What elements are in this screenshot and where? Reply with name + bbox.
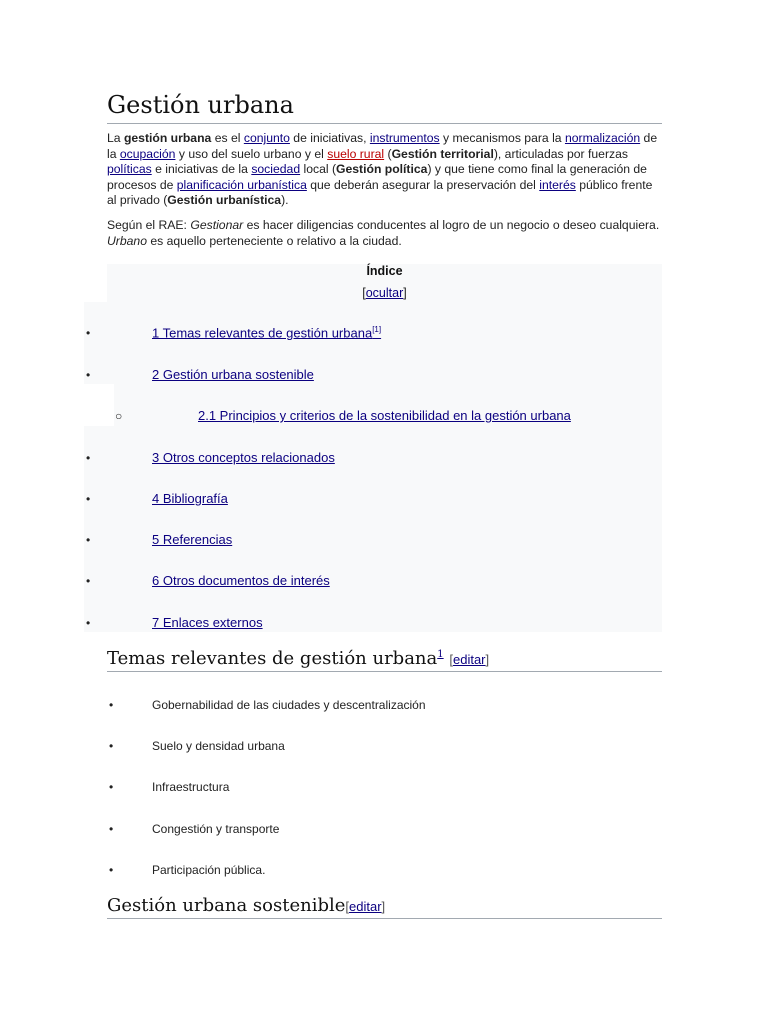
title-underline <box>107 123 662 124</box>
intro-text: de iniciativas, <box>289 131 370 145</box>
section-underline <box>107 918 662 919</box>
intro-text: es el <box>211 131 244 145</box>
toc-indent-gap <box>84 384 114 426</box>
intro-text: local ( <box>300 162 337 177</box>
intro-text: ). <box>281 193 289 208</box>
section-heading-text: Gestión urbana sostenible <box>107 895 346 916</box>
list-item: Infraestructura <box>152 780 230 794</box>
rae-text: Según el RAE: <box>107 218 191 232</box>
bracket-open: [ <box>362 286 366 300</box>
bracket-open: [ <box>449 652 453 667</box>
list-bullet: • <box>109 780 114 794</box>
intro-text: ), articuladas por fuerzas <box>493 146 628 161</box>
section-heading-temas <box>107 648 489 669</box>
intro-bold-term: Gestión política <box>336 162 428 177</box>
intro-text: que deberán asegurar la preservación del <box>306 177 540 192</box>
edit-section-sostenible <box>345 899 385 914</box>
toc-bullet: • <box>86 492 91 506</box>
toc-item-footnote: [1] <box>372 325 382 334</box>
list-bullet: • <box>109 698 114 712</box>
intro-text: La <box>107 131 124 145</box>
toc-bullet: • <box>86 451 91 465</box>
link-ocupacion[interactable]: ocupación <box>119 146 176 161</box>
rae-paragraph <box>107 218 662 249</box>
toc-item-2[interactable]: 2 Gestión urbana sostenible <box>152 367 314 382</box>
rae-term: Gestionar <box>190 218 244 232</box>
list-item: Congestión y transporte <box>152 822 280 836</box>
intro-paragraph <box>107 131 662 209</box>
toc-bullet: • <box>86 326 91 340</box>
list-item: Participación pública. <box>152 863 266 877</box>
toc-bullet: • <box>86 574 91 588</box>
section-heading-sostenible <box>107 895 385 916</box>
intro-bold-term: gestión urbana <box>123 131 212 145</box>
intro-text: público frente al privado ( <box>107 177 653 208</box>
bracket-close: ] <box>403 286 407 300</box>
intro-bold-term: Gestión territorial <box>391 146 494 161</box>
toc-item-1[interactable] <box>152 325 381 340</box>
bracket-close: ] <box>485 652 490 667</box>
section-underline <box>107 671 662 672</box>
link-suelo-rural[interactable]: suelo rural <box>327 146 385 161</box>
rae-text: es aquello perteneciente o relativo a la ciudad. <box>146 233 402 248</box>
list-item: Gobernabilidad de las ciudades y descentralización <box>152 698 426 712</box>
intro-text: e iniciativas de la <box>151 162 252 177</box>
footnote-link[interactable]: 1 <box>437 649 444 660</box>
toc-hide-toggle <box>107 286 662 300</box>
link-interes[interactable]: interés <box>539 177 576 192</box>
intro-text: ( <box>384 146 392 161</box>
toc-title: Índice <box>366 264 403 278</box>
list-item: Suelo y densidad urbana <box>152 739 285 753</box>
intro-text: ) y que tiene como final la generación de procesos de <box>107 162 647 192</box>
toc-subbullet: ○ <box>115 409 123 423</box>
list-bullet: • <box>109 863 114 877</box>
section-heading-text: Temas relevantes de gestión urbana <box>107 648 438 669</box>
link-politicas[interactable]: políticas <box>107 162 152 177</box>
rae-text: es hacer diligencias conducentes al logro de un negocio o deseo cualquiera. <box>243 218 660 232</box>
link-instrumentos[interactable]: instrumentos <box>369 131 440 145</box>
toc-item-5[interactable]: 5 Referencias <box>152 532 233 547</box>
toc-hide-link[interactable]: ocultar <box>365 286 404 300</box>
bracket-close: ] <box>381 899 386 914</box>
link-planificacion-urbanistica[interactable]: planificación urbanística <box>176 177 307 192</box>
edit-section-temas <box>449 652 489 667</box>
toc-item-3[interactable]: 3 Otros conceptos relacionados <box>152 450 335 465</box>
list-bullet: • <box>109 822 114 836</box>
toc-bullet: • <box>86 368 91 382</box>
link-conjunto[interactable]: conjunto <box>243 131 290 145</box>
intro-bold-term: Gestión urbanística <box>167 193 282 208</box>
intro-text: y uso del suelo urbano y el <box>175 146 328 161</box>
toc-bullet: • <box>86 616 91 630</box>
toc-item-6[interactable]: 6 Otros documentos de interés <box>152 573 330 588</box>
intro-text: y mecanismos para la <box>439 131 565 145</box>
link-normalizacion[interactable]: normalización <box>564 131 641 145</box>
edit-link[interactable]: editar <box>452 652 486 667</box>
intro-text: de la <box>107 131 658 161</box>
toc-item-2-1[interactable]: 2.1 Principios y criterios de la sostenibilidad en la gestión urbana <box>198 408 571 423</box>
link-sociedad[interactable]: sociedad <box>251 162 301 177</box>
list-bullet: • <box>109 739 114 753</box>
edit-link[interactable]: editar <box>349 899 382 914</box>
page-title: Gestión urbana <box>107 91 294 119</box>
toc-item-label: 1 Temas relevantes de gestión urbana <box>152 325 373 341</box>
rae-term: Urbano <box>107 233 147 248</box>
bracket-open: [ <box>345 899 350 914</box>
toc-item-7[interactable]: 7 Enlaces externos <box>152 615 263 630</box>
toc-item-4[interactable]: 4 Bibliografía <box>152 491 228 506</box>
toc-bullet: • <box>86 533 91 547</box>
